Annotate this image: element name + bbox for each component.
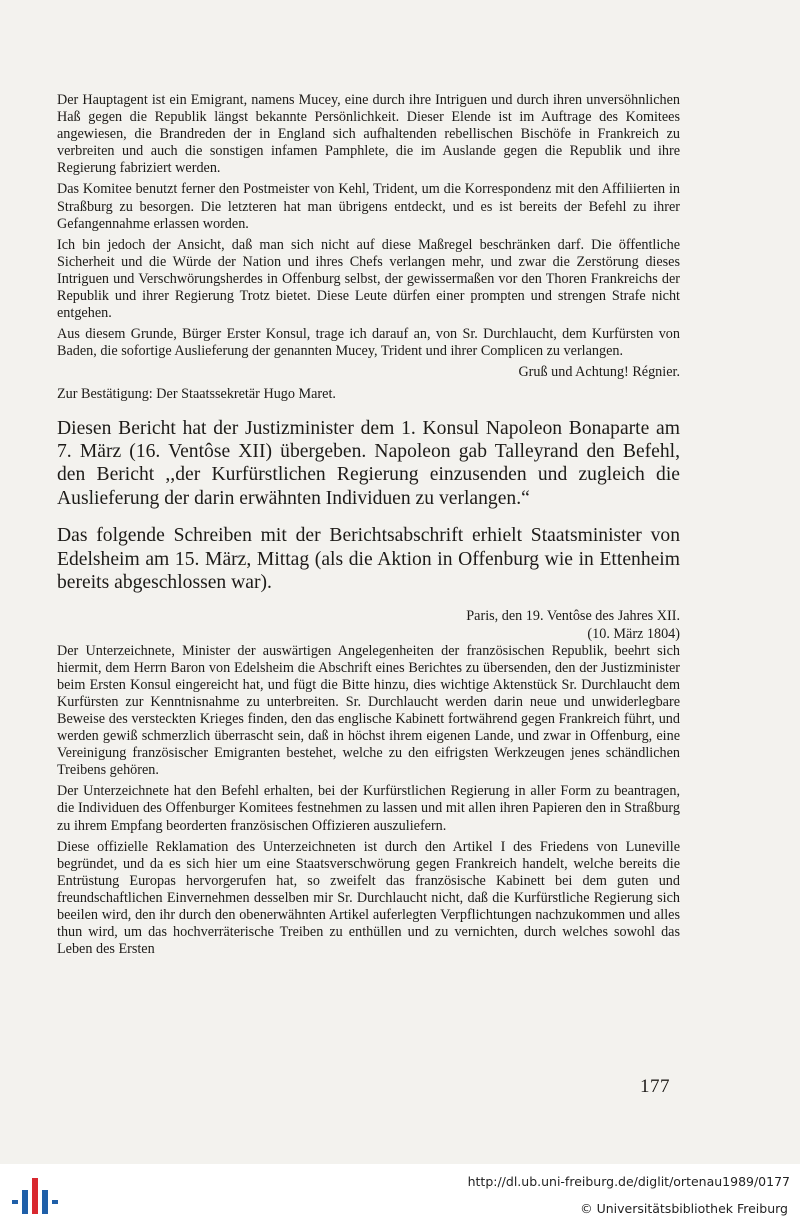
report-closing: Gruß und Achtung! Régnier. (518, 364, 680, 381)
ub-freiburg-logo-icon[interactable] (10, 1174, 60, 1218)
letter-text-block (57, 608, 680, 958)
viewer-footer (0, 1164, 800, 1224)
letter-dateline-gregorian: (10. März 1804) (587, 625, 680, 642)
commentary-paragraph: Das folgende Schreiben mit der Berichtsabschrift erhielt Staatsminister von Edelsheim am 15. März, Mittag (als die Aktion in Offenburg wie in Ettenheim bereits abgeschlossen war). (57, 525, 680, 594)
report-text-block (57, 92, 680, 403)
letter-paragraph: Der Unterzeichnete, Minister der auswärtigen Angelegenheiten der französischen Republik, beehrt sich hiermit, dem Herrn Baron von Edelsheim die Abschrift eines Berichtes zu übersenden, den der Justizminister beim Ersten Konsul eingereicht hat, und fügt die Bitte hinzu, dies wichtige Aktenstück Sr. Durchlaucht dem Kurfürsten zur Kenntnisnahme zu unterbreiten. Sr. Durchlaucht werden darin neue und unwiderlegbare Beweise des versteckten Krieges finden, den das englische Kabinett fortwährend gegen Frankreich führt, und werden gewiß schmerzlich überrascht sein, daß in höchst ihrem eigenen Lande, und zwar in Offenburg, eine Vereinigung französischer Emigranten bestehet, welche zu den eifrigsten Werkzeugen jenes schändlichen Treibens gehören. (57, 642, 680, 779)
report-paragraph: Das Komitee benutzt ferner den Postmeister von Kehl, Trident, um die Korrespondenz mit den Affiliierten in Straßburg zu besorgen. Die letzteren hat man übrigens entdeckt, und es ist bereits der Befehl zu ihrer Gefangennahme erlassen worden. (57, 181, 680, 232)
source-url-link[interactable]: http://dl.ub.uni-freiburg.de/diglit/ortenau1989/0177 (467, 1174, 790, 1189)
letter-dateline: Paris, den 19. Ventôse des Jahres XII. (466, 608, 680, 625)
letter-paragraph: Der Unterzeichnete hat den Befehl erhalten, bei der Kurfürstlichen Regierung in aller Form zu beantragen, die Individuen des Offenburger Komitees festnehmen zu lassen und mit allen ihren Papieren den in Straßburg zu ihrem Empfang beorderten französischen Offizieren auszuliefern. (57, 783, 680, 834)
report-paragraph: Der Hauptagent ist ein Emigrant, namens Mucey, eine durch ihre Intriguen und durch ihren unversöhnlichen Haß gegen die Republik längst bekannte Persönlichkeit. Dieser Elende ist im Auftrage des Komitees angewiesen, die Brandreden der in England sich aufhaltenden rebellischen Bischöfe in Frankreich zu verbreiten und auch die sonstigen infamen Pamphlete, die im Auslande gegen die Republik und ihre Regierung fabriziert werden. (57, 92, 680, 177)
page-number: 177 (640, 1076, 670, 1097)
letter-paragraph: Diese offizielle Reklamation des Unterzeichneten ist durch den Artikel I des Friedens von Luneville begründet, und da es sich hier um eine Staatsverschwörung gegen Frankreich handelt, welche bereits die Entrüstung Europas hervorgerufen hat, so zweifelt das französische Kabinett bei dem guten und freundschaftlichen Einvernehmen desselben mir Sr. Durchlaucht nicht, daß die Kurfürstliche Regierung sich beeilen wird, den ihr durch den obenerwähnten Artikel auferlegten Verpflichtungen nachzukommen und alles thun wird, um das hochverräterische Treiben zu enthüllen und zu vernichten, durch welches sowohl das Leben des Ersten (57, 838, 680, 958)
commentary-block (57, 417, 680, 595)
report-paragraph: Ich bin jedoch der Ansicht, daß man sich nicht auf diese Maßregel beschränken darf. Die öffentliche Sicherheit und die Würde der Nation und ihres Chefs verlangen mehr, und zwar die Zerstörung dieses Intriguen und Verschwörungsherdes in Offenburg selbst, der gewissermaßen vor den Thoren Frankreichs der Republik und ihrer Regierung Trotz bietet. Diese Leute dürfen einer prompten und strengen Strafe nicht entgehen. (57, 236, 680, 322)
page-content (57, 92, 680, 962)
report-paragraph: Aus diesem Grunde, Bürger Erster Konsul, trage ich darauf an, von Sr. Durchlaucht, dem Kurfürsten von Baden, die sofortige Auslieferung der genannten Mucey, Trident und ihrer Complicen zu verlangen. (57, 326, 680, 360)
commentary-paragraph: Diesen Bericht hat der Justizminister dem 1. Konsul Napoleon Bonaparte am 7. März (16. Ventôse XII) übergeben. Napoleon gab Talleyrand den Befehl, den Bericht ,,der Kurfürstlichen Regierung einzusenden und zugleich die Auslieferung der darin erwähnten Individuen zu verlangen.“ (57, 417, 680, 509)
report-confirmation: Zur Bestätigung: Der Staatssekretär Hugo Maret. (57, 385, 336, 402)
copyright-notice: © Universitätsbibliothek Freiburg (580, 1201, 788, 1216)
